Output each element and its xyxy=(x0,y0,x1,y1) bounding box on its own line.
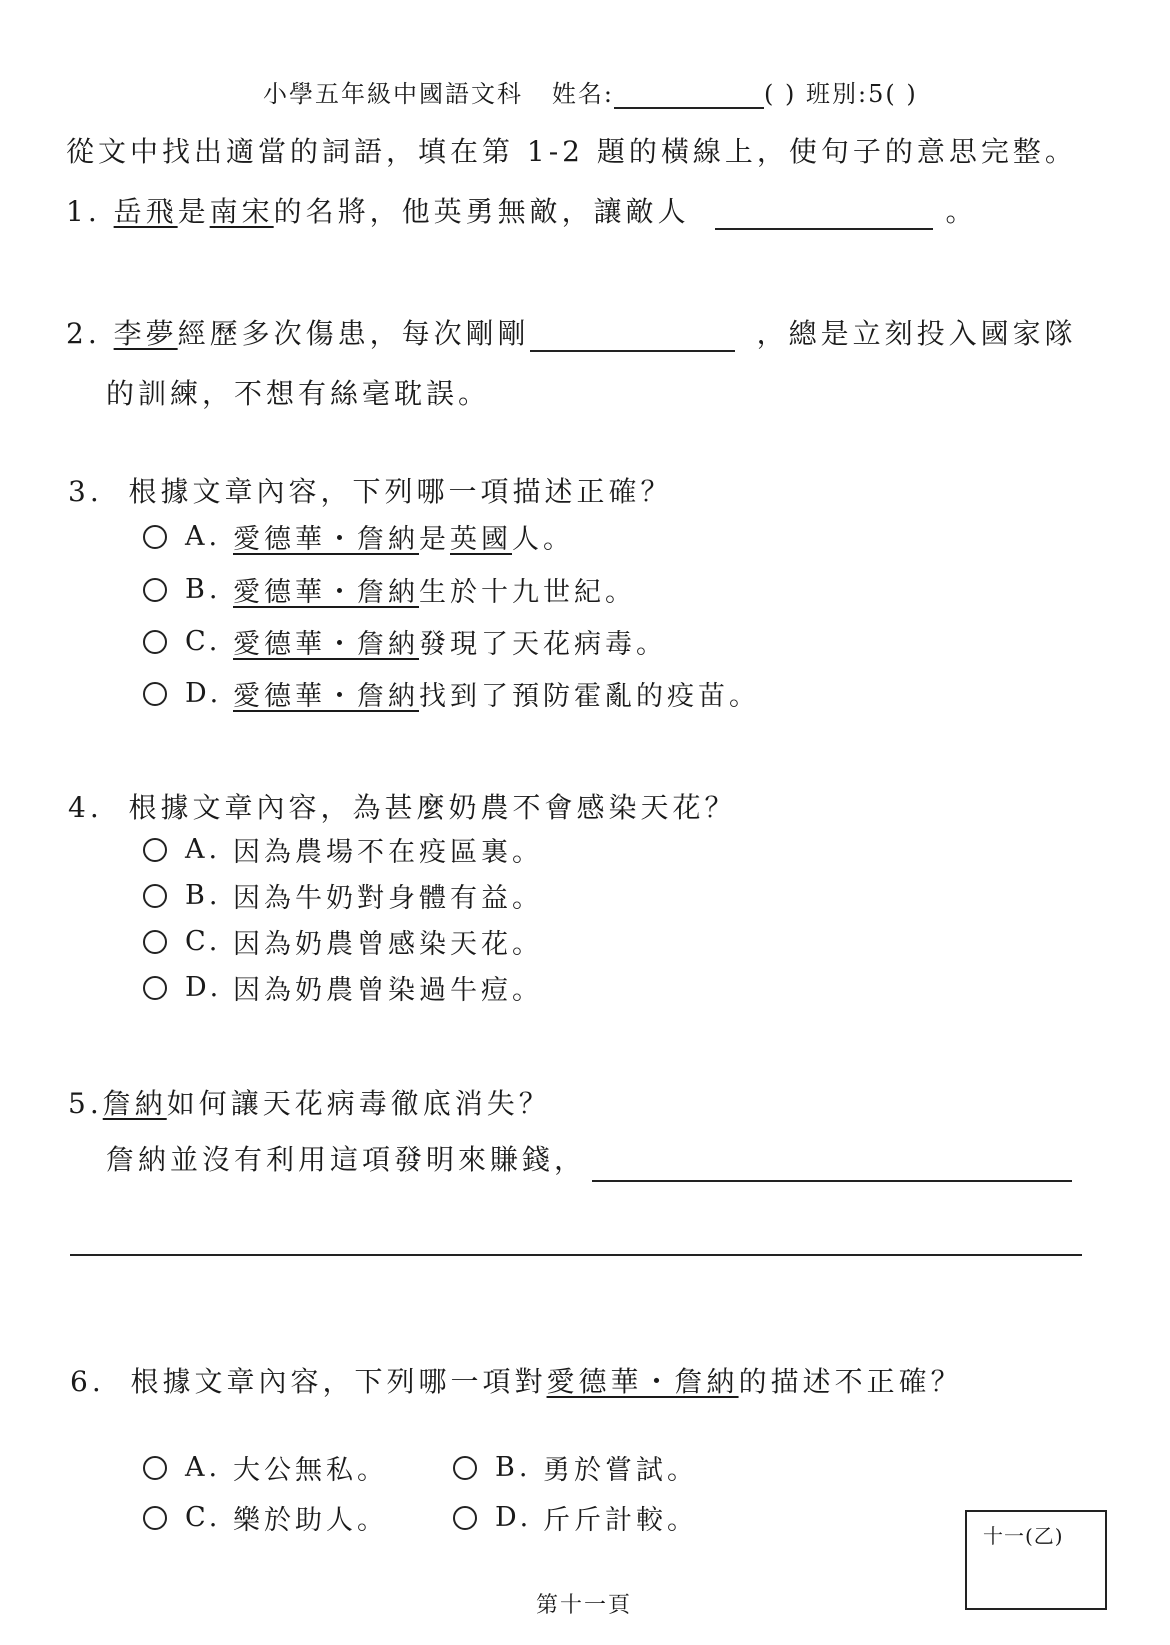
page-number: 第十一頁 xyxy=(536,1593,633,1618)
option-letter: D. xyxy=(185,972,223,1003)
radio-circle-icon[interactable] xyxy=(143,838,167,862)
question-3 xyxy=(68,470,673,510)
option-letter: D. xyxy=(495,1502,533,1533)
q2-text-b: ，總是立刻投入國家隊 xyxy=(756,317,1077,350)
q1-name: 岳飛 xyxy=(113,195,178,228)
option-text: 因為牛奶對身體有益。 xyxy=(233,883,543,914)
worksheet-header xyxy=(263,74,918,109)
radio-circle-icon[interactable] xyxy=(453,1506,477,1530)
option-text: 斤斤計較。 xyxy=(543,1505,698,1536)
seat-paren: ( ) xyxy=(763,80,797,108)
option-text: 發現了天花病毒。 xyxy=(419,629,667,660)
q5-prompt: 詹納並沒有利用這項發明來賺錢， xyxy=(106,1143,587,1176)
radio-circle-icon[interactable] xyxy=(143,578,167,602)
option-letter: A. xyxy=(185,521,222,552)
q4-option-c[interactable] xyxy=(143,922,543,961)
q5-answer-line-1[interactable] xyxy=(592,1180,1072,1182)
q6-number: 6. xyxy=(70,1365,105,1398)
option-text: 是 xyxy=(419,524,450,555)
option-letter: A. xyxy=(185,1452,222,1483)
option-text: 生於十九世紀。 xyxy=(419,577,636,608)
radio-circle-icon[interactable] xyxy=(143,930,167,954)
option-name: 愛德華・詹納 xyxy=(233,524,419,555)
q5-name: 詹納 xyxy=(102,1087,167,1120)
question-2 xyxy=(66,312,1077,352)
option-letter: C. xyxy=(185,926,222,957)
option-text: 勇於嘗試。 xyxy=(543,1455,698,1486)
page-code-box xyxy=(965,1510,1107,1610)
q1-text-b: 的名將，他英勇無敵，讓敵人 xyxy=(273,195,690,228)
q5-answer-line-2[interactable] xyxy=(70,1254,1082,1256)
option-letter: B. xyxy=(185,880,222,911)
option-letter: B. xyxy=(185,574,222,605)
q6-option-d[interactable] xyxy=(453,1498,698,1537)
q6-name: 愛德華・詹納 xyxy=(546,1365,739,1398)
q5-number: 5. xyxy=(68,1087,103,1120)
option-text: 找到了預防霍亂的疫苗。 xyxy=(419,681,760,712)
q1-number: 1. xyxy=(66,195,101,228)
option-text: 因為農場不在疫區裏。 xyxy=(233,837,543,868)
option-letter: A. xyxy=(185,834,222,865)
option-text: 大公無私。 xyxy=(233,1455,388,1486)
option-name: 愛德華・詹納 xyxy=(233,629,419,660)
q5-question: 如何讓天花病毒徹底消失？ xyxy=(166,1087,551,1120)
q3-option-b[interactable] xyxy=(143,570,636,609)
option-place: 英國 xyxy=(450,524,512,555)
option-text: 因為奶農曾染過牛痘。 xyxy=(233,975,543,1006)
q4-question: 根據文章內容，為甚麼奶農不會感染天花？ xyxy=(128,791,737,824)
q4-option-a[interactable] xyxy=(143,830,543,869)
header-title: 小學五年級中國語文科 xyxy=(263,80,523,108)
option-name: 愛德華・詹納 xyxy=(233,681,419,712)
question-1 xyxy=(66,190,978,230)
q1-place: 南宋 xyxy=(209,195,274,228)
q3-number: 3. xyxy=(68,475,103,508)
option-text: 樂於助人。 xyxy=(233,1505,388,1536)
radio-circle-icon[interactable] xyxy=(453,1456,477,1480)
q1-answer-line[interactable] xyxy=(715,202,933,230)
q3-question: 根據文章內容，下列哪一項描述正確？ xyxy=(128,475,673,508)
q3-option-a[interactable] xyxy=(143,517,574,556)
q3-option-c[interactable] xyxy=(143,622,667,661)
q4-number: 4. xyxy=(68,791,103,824)
q3-option-d[interactable] xyxy=(143,674,760,713)
q6-question-b: 的描述不正確？ xyxy=(738,1365,963,1398)
q2-line-2: 的訓練，不想有絲毫耽誤。 xyxy=(106,377,491,410)
q2-number: 2. xyxy=(66,317,101,350)
radio-circle-icon[interactable] xyxy=(143,525,167,549)
q1-text-a: 是 xyxy=(177,195,210,228)
name-label: 姓名: xyxy=(551,80,614,108)
q2-name: 李夢 xyxy=(113,317,178,350)
option-letter: B. xyxy=(495,1452,532,1483)
radio-circle-icon[interactable] xyxy=(143,976,167,1000)
q2-answer-line[interactable] xyxy=(530,324,735,352)
option-text: 人。 xyxy=(512,524,574,555)
radio-circle-icon[interactable] xyxy=(143,682,167,706)
name-blank[interactable] xyxy=(614,83,764,109)
option-letter: C. xyxy=(185,626,222,657)
q5-prompt-row xyxy=(106,1138,586,1178)
class-label: 班別:5( ) xyxy=(805,80,918,108)
radio-circle-icon[interactable] xyxy=(143,1456,167,1480)
instruction-text: 從文中找出適當的詞語，填在第 1-2 題的橫線上，使句子的意思完整。 xyxy=(66,135,1077,168)
q6-option-b[interactable] xyxy=(453,1448,698,1487)
q6-question-a: 根據文章內容，下列哪一項對 xyxy=(130,1365,547,1398)
radio-circle-icon[interactable] xyxy=(143,884,167,908)
q2-text-a: 經歷多次傷患，每次剛剛 xyxy=(177,317,530,350)
question-4 xyxy=(68,786,737,826)
option-letter: D. xyxy=(185,678,223,709)
question-5 xyxy=(68,1082,551,1122)
option-name: 愛德華・詹納 xyxy=(233,577,419,608)
radio-circle-icon[interactable] xyxy=(143,630,167,654)
q4-option-b[interactable] xyxy=(143,876,543,915)
page-code: 十一(乙) xyxy=(983,1524,1064,1548)
q1-end: 。 xyxy=(945,195,978,228)
q6-option-c[interactable] xyxy=(143,1498,388,1537)
radio-circle-icon[interactable] xyxy=(143,1506,167,1530)
question-6 xyxy=(70,1360,963,1400)
q4-option-d[interactable] xyxy=(143,968,543,1007)
option-text: 因為奶農曾感染天花。 xyxy=(233,929,543,960)
q6-option-a[interactable] xyxy=(143,1448,388,1487)
option-letter: C. xyxy=(185,1502,222,1533)
